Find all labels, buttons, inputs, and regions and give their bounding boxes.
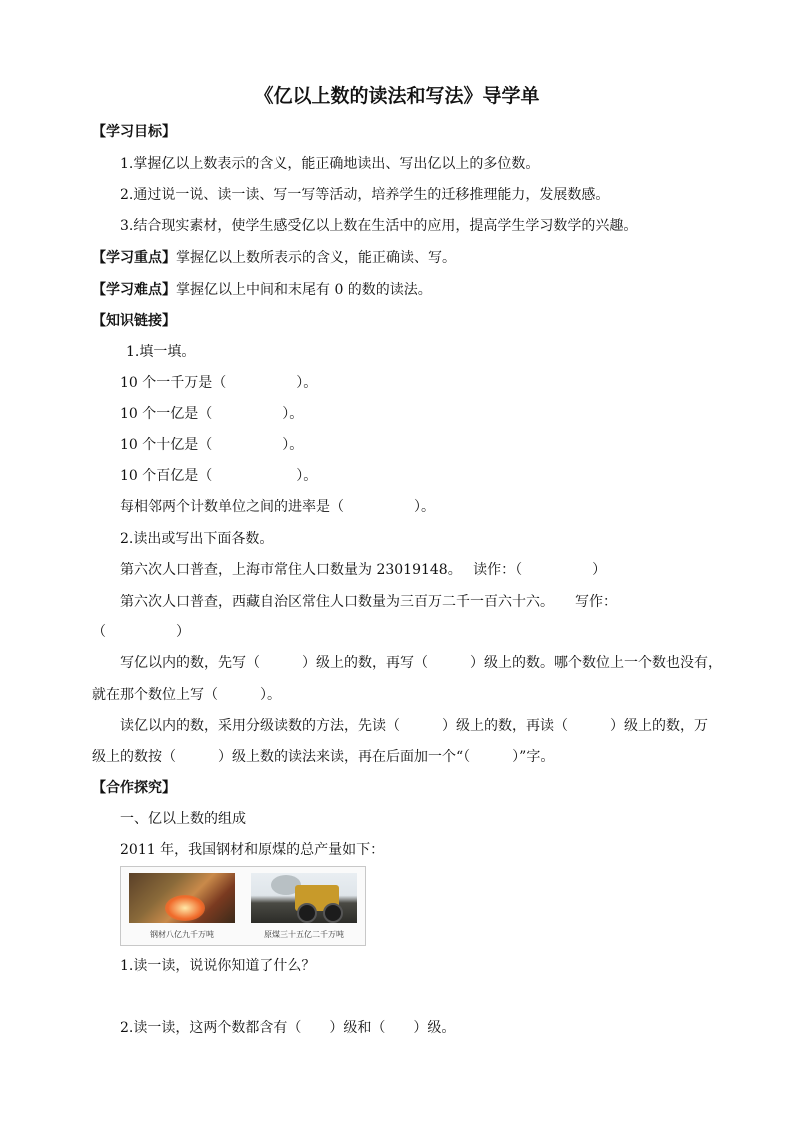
explore-section-title: 一、亿以上数的组成 [120, 811, 246, 827]
key-point-text: 掌握亿以上数所表示的含义，能正确读、写。 [176, 250, 456, 266]
write-rule-line: 就在那个数位上写（ ）。 [92, 687, 281, 703]
production-figure [120, 866, 366, 946]
read-number-item: 第六次人口普查，上海市常住人口数量为 23019148。 读作：（ ） [120, 562, 607, 578]
fill-blank-item: 10 个一千万是（ ）。 [120, 375, 318, 391]
coal-loader-photo [251, 873, 357, 923]
difficulty-row [92, 280, 432, 300]
fill-blank-item: 10 个一亿是（ ）。 [120, 406, 304, 422]
read-rule-line: 级上的数按（ ）级上数的读法来读，再在后面加一个“（ ）”字。 [92, 749, 555, 765]
explore-question: 1.读一读，说说你知道了什么？ [120, 958, 316, 974]
fill-blank-item: 每相邻两个计数单位之间的进率是（ ）。 [120, 499, 435, 515]
fill-blank-item: 10 个十亿是（ ）。 [120, 437, 304, 453]
explore-header: 【合作探究】 [92, 780, 176, 796]
objective-item: 1.掌握亿以上数表示的含义，能正确地读出、写出亿以上的多位数。 [120, 156, 540, 172]
read-rule-line: 读亿以内的数，采用分级读数的方法，先读（ ）级上的数，再读（ ）级上的数，万 [120, 718, 708, 734]
steel-photo [129, 873, 235, 923]
knowledge-q2-title: 2.读出或写出下面各数。 [120, 531, 274, 547]
steel-caption: 钢材八亿九千万吨 [150, 930, 214, 939]
objectives-header: 【学习目标】 [92, 124, 176, 140]
difficulty-text: 掌握亿以上中间和末尾有 0 的数的读法。 [176, 282, 432, 298]
page-title: 《亿以上数的读法和写法》导学单 [254, 85, 540, 107]
key-point-header: 【学习重点】 [92, 250, 176, 266]
knowledge-q1-title: 1.填一填。 [126, 344, 196, 360]
coal-caption: 原煤三十五亿二千万吨 [264, 930, 344, 939]
write-rule-line: 写亿以内的数，先写（ ）级上的数，再写（ ）级上的数。哪个数位上一个数也没有， [120, 655, 722, 671]
explore-intro: 2011 年，我国钢材和原煤的总产量如下： [120, 842, 385, 858]
knowledge-header: 【知识链接】 [92, 313, 176, 329]
difficulty-header: 【学习难点】 [92, 282, 176, 298]
write-number-item: 第六次人口普查，西藏自治区常住人口数量为三百万二千一百六十六。 写作： [120, 594, 617, 610]
write-number-blank: （ ） [92, 624, 190, 640]
key-point-row [92, 248, 456, 268]
fill-blank-item: 10 个百亿是（ ）。 [120, 468, 318, 484]
explore-question: 2.读一读，这两个数都含有（ ）级和（ ）级。 [120, 1020, 456, 1036]
objective-item: 2.通过说一说、读一读、写一写等活动，培养学生的迁移推理能力，发展数感。 [120, 187, 610, 203]
objective-item: 3.结合现实素材，使学生感受亿以上数在生活中的应用，提高学生学习数学的兴趣。 [120, 218, 638, 234]
